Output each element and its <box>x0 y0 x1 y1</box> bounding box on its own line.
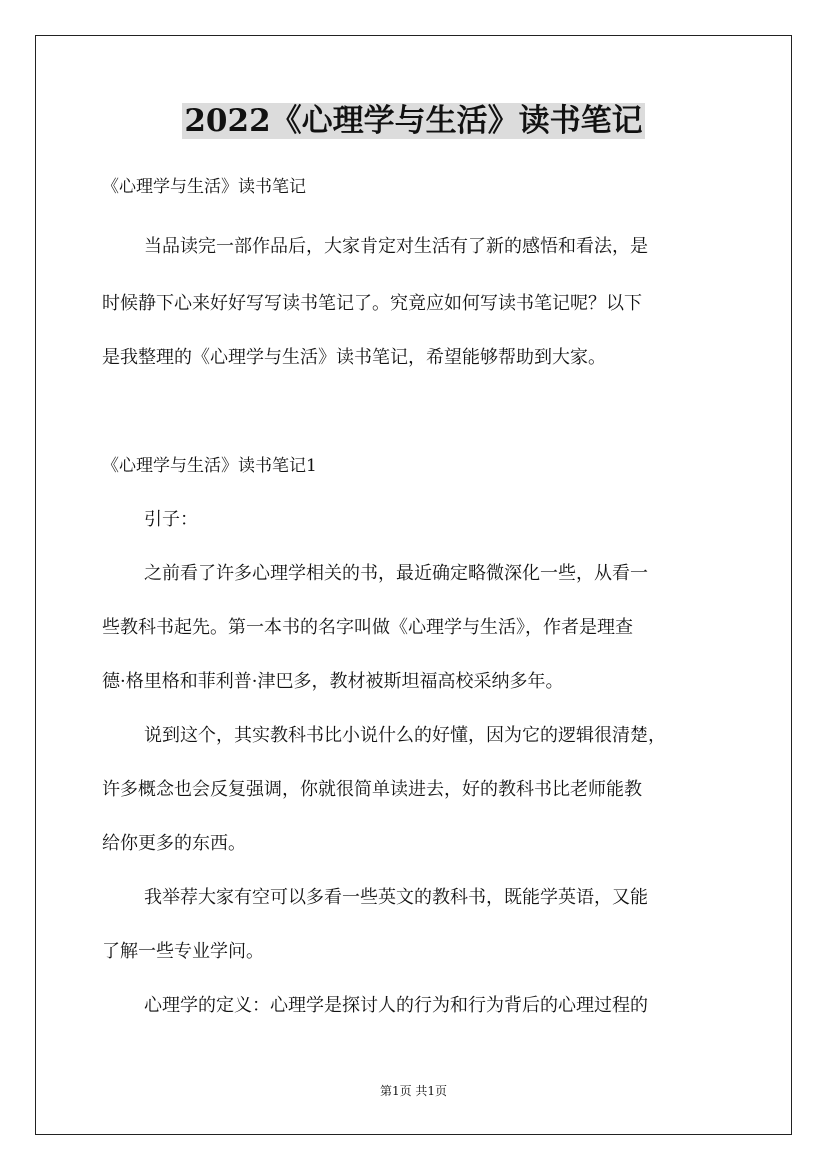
section-heading: 《心理学与生活》读书笔记1 <box>102 456 317 476</box>
intro-line-2: 时候静下心来好好写写读书笔记了。究竟应如何写读书笔记呢？以下 <box>102 293 642 314</box>
yinzi-label: 引子： <box>144 509 198 530</box>
para1-line-1: 之前看了许多心理学相关的书，最近确定略微深化一些，从看一 <box>144 563 648 584</box>
para2-line-3: 给你更多的东西。 <box>102 833 246 854</box>
para2-line-1: 说到这个，其实教科书比小说什么的好懂，因为它的逻辑很清楚， <box>144 725 666 746</box>
document-subtitle: 《心理学与生活》读书笔记 <box>102 177 306 197</box>
para1-line-2: 些教科书起先。第一本书的名字叫做《心理学与生活》，作者是理查 <box>102 617 633 638</box>
para2-line-2: 许多概念也会反复强调，你就很简单读进去，好的教科书比老师能教 <box>102 779 642 800</box>
intro-line-1: 当品读完一部作品后，大家肯定对生活有了新的感悟和看法，是 <box>144 236 648 257</box>
para3-line-2: 了解一些专业学问。 <box>102 941 264 962</box>
document-title-text: 2022《心理学与生活》读书笔记 <box>184 103 643 139</box>
page-footer <box>0 1083 827 1099</box>
page-border <box>35 35 792 1135</box>
para1-line-3: 德·格里格和菲利普·津巴多，教材被斯坦福高校采纳多年。 <box>102 671 564 692</box>
document-title <box>0 98 827 144</box>
para4-line-1: 心理学的定义：心理学是探讨人的行为和行为背后的心理过程的 <box>144 995 648 1016</box>
para3-line-1: 我举荐大家有空可以多看一些英文的教科书，既能学英语，又能 <box>144 887 648 908</box>
page-number: 第1页 共1页 <box>379 1084 448 1098</box>
intro-line-3: 是我整理的《心理学与生活》读书笔记，希望能够帮助到大家。 <box>102 347 606 368</box>
